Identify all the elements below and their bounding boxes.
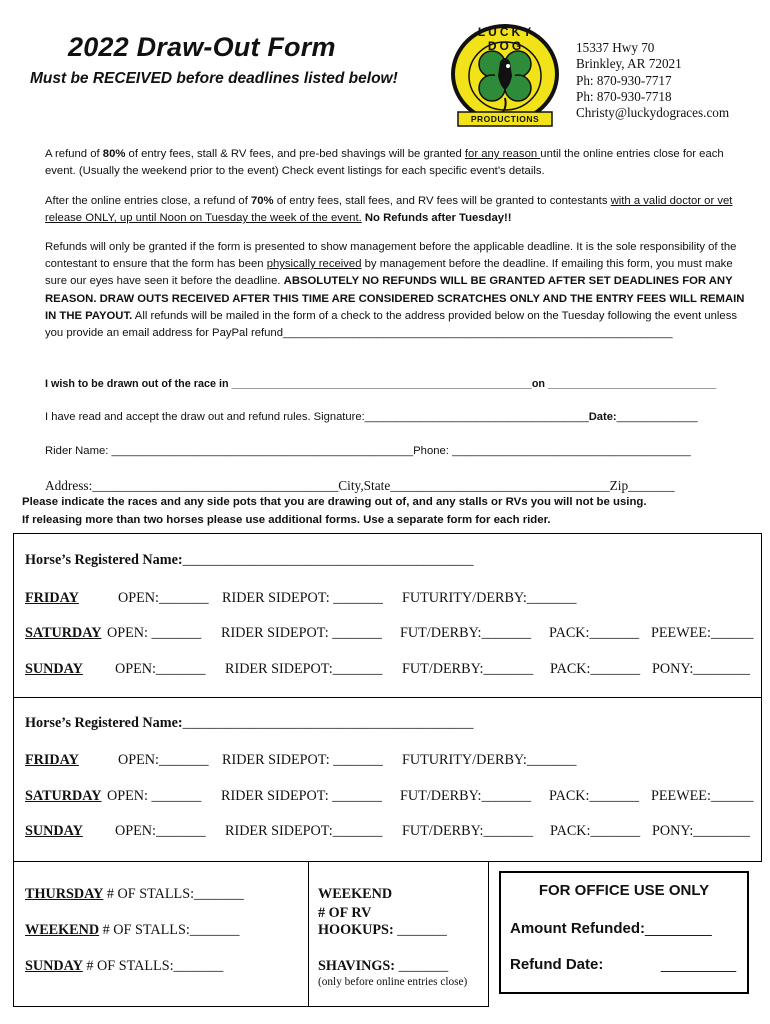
friday-open-field-2[interactable]: OPEN:_______ — [118, 752, 209, 768]
form-title: 2022 Draw-Out Form — [68, 32, 336, 62]
friday-row-2: FRIDAY — [25, 752, 79, 768]
friday-futurity-field-2[interactable]: FUTURITY/DERBY:_______ — [402, 752, 577, 768]
rv-label-line-2: # OF RV — [318, 905, 372, 921]
sunday-open-field-1[interactable]: OPEN:_______ — [115, 661, 206, 677]
instruction-line-2: If releasing more than two horses please use additional forms. Use a separate form for each rider. — [22, 514, 551, 526]
signature-field[interactable]: I have read and accept the draw out and refund rules. Signature:____________________________________Date:_____________ — [45, 411, 698, 423]
instruction-line-1: Please indicate the races and any side pots that you are drawing out of, and any stalls or RVs you will not be using. — [22, 496, 647, 508]
address-field[interactable]: Address:_____________________________________City,State_________________________________Zip_______ — [45, 478, 675, 493]
sunday-pack-field-1[interactable]: PACK:_______ — [550, 661, 641, 677]
friday-rider-sidepot-field-2[interactable]: RIDER SIDEPOT: _______ — [222, 752, 383, 768]
saturday-row-1: SATURDAY — [25, 625, 102, 641]
logo-top-text: LUCKY DOG — [477, 25, 535, 53]
saturday-open-field-2[interactable]: OPEN: _______ — [107, 788, 202, 804]
thursday-stalls-field[interactable]: THURSDAY # OF STALLS:_______ — [25, 886, 244, 902]
refund-date-label: Refund Date: — [510, 956, 604, 973]
sunday-row-2: SUNDAY — [25, 823, 83, 839]
sunday-open-field-2[interactable]: OPEN:_______ — [115, 823, 206, 839]
shavings-note: (only before online entries close) — [318, 976, 468, 988]
horse-name-field-1[interactable]: Horse’s Registered Name:_________________________________________ — [25, 552, 474, 568]
friday-row-1: FRIDAY — [25, 590, 79, 606]
logo-bottom-text: PRODUCTIONS — [470, 114, 540, 124]
sunday-rider-sidepot-field-1[interactable]: RIDER SIDEPOT:_______ — [225, 661, 383, 677]
contact-address — [576, 40, 729, 121]
phone-line: Ph: 870-930-7717 — [576, 72, 672, 88]
saturday-pack-field-1[interactable]: PACK:_______ — [549, 625, 640, 641]
saturday-peewee-field-1[interactable]: PEEWEE:______ — [651, 625, 754, 641]
saturday-peewee-field-2[interactable]: PEEWEE:______ — [651, 788, 754, 804]
saturday-fut-derby-field-1[interactable]: FUT/DERBY:_______ — [400, 625, 532, 641]
rv-hookups-field[interactable]: HOOKUPS: _______ — [318, 922, 447, 938]
saturday-rider-sidepot-field-2[interactable]: RIDER SIDEPOT: _______ — [221, 788, 382, 804]
lucky-dog-clover-logo-icon — [446, 20, 564, 132]
saturday-open-field-1[interactable]: OPEN: _______ — [107, 625, 202, 641]
weekend-stalls-field[interactable]: WEEKEND # OF STALLS:_______ — [25, 922, 240, 938]
refund-rule-1: A refund of 80% of entry fees, stall & RV fees, and pre-bed shavings will be granted for any reason until the online entries close for each event. (Usually the weekend prior to the event) Check event listings for each specific event’s details. — [45, 148, 724, 178]
saturday-pack-field-2[interactable]: PACK:_______ — [549, 788, 640, 804]
refund-rule-2: After the online entries close, a refund of 70% of entry fees, stall fees, and RV fees will be granted to contestants with a valid doctor or vet release ONLY, up until Noon on Tuesday the week of the event. No Refunds after Tuesday!! — [45, 195, 733, 225]
saturday-rider-sidepot-field-1[interactable]: RIDER SIDEPOT: _______ — [221, 625, 382, 641]
rider-name-field[interactable]: Rider Name: ________________________________________________Phone: ______________________________________ — [45, 445, 691, 457]
friday-rider-sidepot-field-1[interactable]: RIDER SIDEPOT: _______ — [222, 590, 383, 606]
rv-label-line-1: WEEKEND — [318, 886, 393, 902]
email-link[interactable]: Christy@luckydograces.com — [576, 105, 730, 121]
sunday-stalls-field[interactable]: SUNDAY # OF STALLS:_______ — [25, 958, 224, 974]
sunday-pony-field-1[interactable]: PONY:________ — [652, 661, 751, 677]
shavings-field[interactable]: SHAVINGS: _______ — [318, 958, 449, 974]
friday-open-field-1[interactable]: OPEN:_______ — [118, 590, 209, 606]
horse-name-field-2[interactable]: Horse’s Registered Name:_________________________________________ — [25, 715, 474, 731]
sunday-fut-derby-field-2[interactable]: FUT/DERBY:_______ — [402, 823, 534, 839]
saturday-row-2: SATURDAY — [25, 788, 102, 804]
address-line: Brinkley, AR 72021 — [576, 56, 682, 72]
office-use-title: FOR OFFICE USE ONLY — [538, 882, 710, 899]
address-line: 15337 Hwy 70 — [576, 40, 655, 55]
sunday-pack-field-2[interactable]: PACK:_______ — [550, 823, 641, 839]
saturday-fut-derby-field-2[interactable]: FUT/DERBY:_______ — [400, 788, 532, 804]
sunday-fut-derby-field-1[interactable]: FUT/DERBY:_______ — [402, 661, 534, 677]
phone-line: Ph: 870-930-7718 — [576, 88, 672, 104]
refund-rule-3: Refunds will only be granted if the form is presented to show management before the applicable deadline. It is the sole responsibility of the contestant to ensure that the form has been physically received by management before the deadline. If emailing this form, you must make sure our eyes have seen it before the deadline. ABSOLUTELY NO REFUNDS WILL BE GRANTED AFTER SET DEADLINES FOR ANY REASON. DRAW OUTS RECEIVED AFTER THIS TIME ARE CONSIDERED SCRATCHES ONLY AND THE ENTRY FEES WILL REMAIN IN THE PAYOUT. All refunds will be mailed in the form of a check to the address provided below on the Tuesday following the event unless you provide an email address for PayPal refund______________________________________________________________ — [45, 241, 745, 340]
form-subtitle: Must be RECEIVED before deadlines listed below! — [30, 70, 398, 87]
refund-date-field[interactable]: _________ — [661, 956, 737, 973]
drawn-out-race-field[interactable]: I wish to be drawn out of the race in __________________________________________________on ____________________________ — [45, 378, 717, 390]
sunday-pony-field-2[interactable]: PONY:________ — [652, 823, 751, 839]
sunday-row-1: SUNDAY — [25, 661, 83, 677]
amount-refunded-field[interactable]: Amount Refunded:________ — [510, 920, 712, 937]
office-use-box — [499, 871, 749, 994]
sunday-rider-sidepot-field-2[interactable]: RIDER SIDEPOT:_______ — [225, 823, 383, 839]
friday-futurity-field-1[interactable]: FUTURITY/DERBY:_______ — [402, 590, 577, 606]
